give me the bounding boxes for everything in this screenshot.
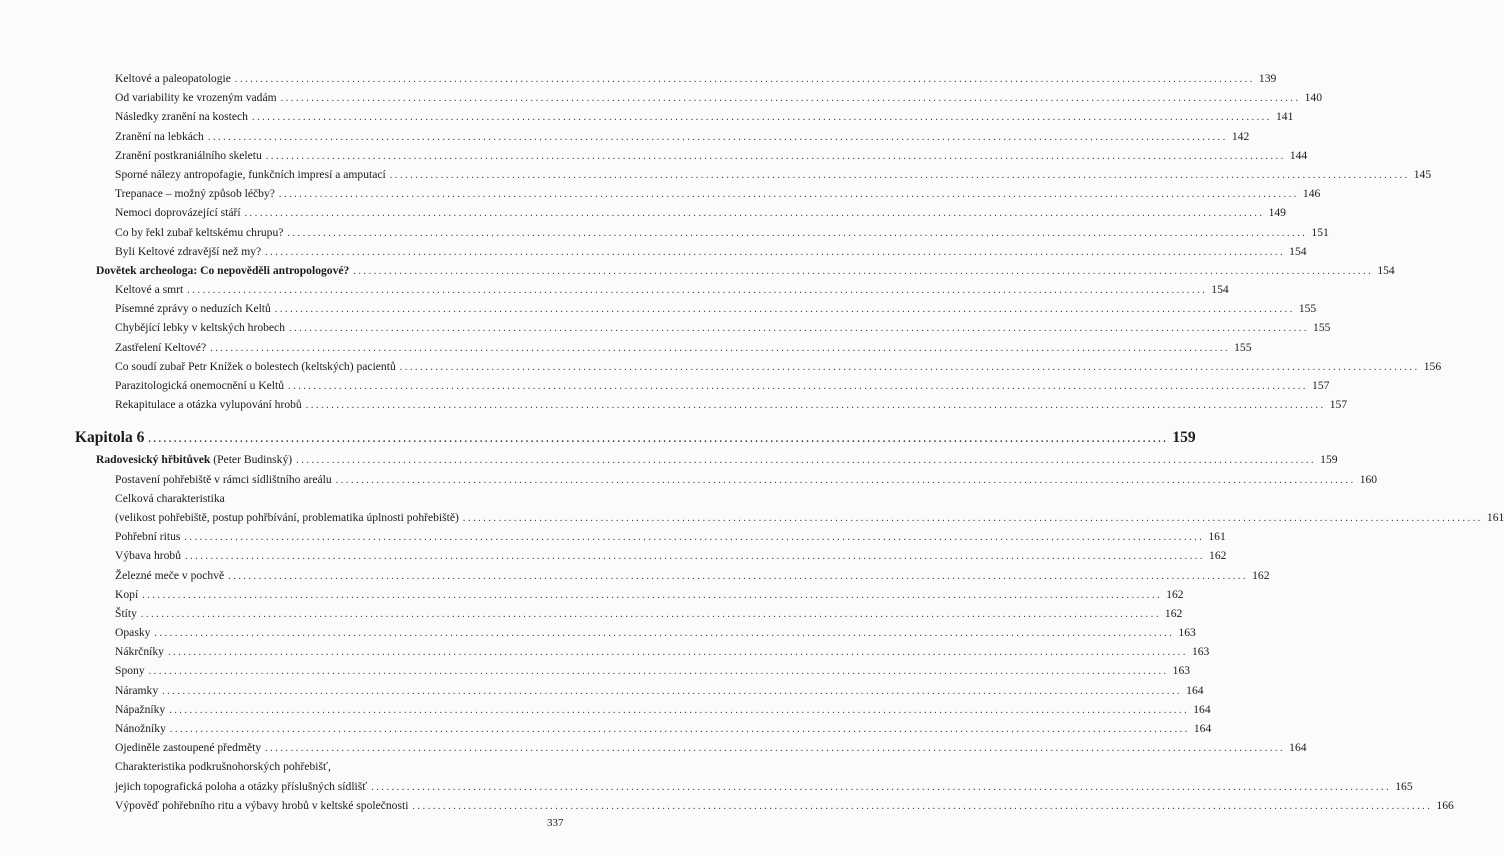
toc-page-number: 159 xyxy=(1172,429,1196,447)
dot-leader: ........................................................................................................................................................................................................ xyxy=(371,781,1392,793)
toc-entry-title xyxy=(115,357,400,376)
toc-title-text: jejich topografická poloha a otázky příslušných sídlišť xyxy=(115,779,368,793)
toc-page-number: 146 xyxy=(1302,187,1321,201)
toc-page-number: 149 xyxy=(1268,206,1286,220)
toc-title-text: Spony xyxy=(115,664,145,678)
toc-page-number: 151 xyxy=(1311,225,1329,239)
toc-entry xyxy=(0,642,1210,661)
toc-entry xyxy=(0,88,1323,107)
dot-leader: ........................................................................................................................................................................................................ xyxy=(140,608,1161,620)
toc-title-text: Opasky xyxy=(115,626,151,640)
toc-entry-title xyxy=(115,376,288,395)
toc-entry xyxy=(0,357,1442,376)
toc-entry xyxy=(0,604,1183,623)
toc-entry-title xyxy=(115,681,162,700)
toc-title-text: Zranění na lebkách xyxy=(115,129,204,143)
toc-entry-title xyxy=(115,88,281,107)
toc-entry xyxy=(0,165,1432,184)
toc-entry xyxy=(0,395,1348,414)
toc-entry xyxy=(0,69,1277,88)
toc-entry-title xyxy=(115,107,252,126)
toc-title-text: Zastřelení Keltové? xyxy=(115,340,207,354)
toc-title-text: Od variability ke vrozeným vadám xyxy=(115,91,277,105)
toc-title-text: Keltové a paleopatologie xyxy=(115,72,231,85)
toc-page-number: 144 xyxy=(1289,148,1308,162)
toc-entry-title xyxy=(115,604,141,623)
toc-title-text: Chybějící lebky v keltských hrobech xyxy=(115,321,286,335)
dot-leader: ........................................................................................................................................................................................................ xyxy=(389,169,1410,181)
toc-entry-title xyxy=(115,489,229,508)
toc-entry xyxy=(0,527,1226,546)
toc-title-text: Výbava hrobů xyxy=(115,549,182,563)
dot-leader: ........................................................................................................................................................................................................ xyxy=(142,589,1163,601)
toc-title-text: Nánožníky xyxy=(115,722,166,735)
toc-entry-title xyxy=(75,426,148,450)
toc-page-number: 161 xyxy=(1208,530,1226,544)
toc-title-text: Byli Keltové zdravější než my? xyxy=(115,244,262,258)
toc-entry xyxy=(0,489,565,508)
dot-leader: ........................................................................................................................................................................................................ xyxy=(289,323,1310,335)
toc-page-number: 139 xyxy=(1258,72,1277,85)
toc-entry-title xyxy=(115,223,287,242)
toc-entry-title xyxy=(115,318,289,337)
toc-page-number: 164 xyxy=(1193,722,1212,735)
toc-page-number: 164 xyxy=(1186,683,1204,697)
dot-leader: ........................................................................................................................................................................................................ xyxy=(187,285,1208,297)
toc-title-text: Parazitologická onemocnění u Keltů xyxy=(115,379,285,392)
toc-page-number: 162 xyxy=(1252,568,1270,582)
toc-entry xyxy=(0,661,1191,680)
dot-leader: ........................................................................................................................................................................................................ xyxy=(184,532,1205,544)
toc-page-number: 162 xyxy=(1166,587,1184,601)
toc-entry xyxy=(0,796,1454,815)
toc-page-number: 166 xyxy=(1436,798,1454,812)
toc-entry xyxy=(0,280,1229,299)
toc-page-number: 163 xyxy=(1191,645,1210,659)
table-of-contents xyxy=(0,69,1504,815)
toc-page-number: 141 xyxy=(1275,110,1294,124)
toc-entry xyxy=(0,338,1252,357)
toc-page-number: 145 xyxy=(1413,167,1432,181)
toc-entry xyxy=(0,146,1308,165)
dot-leader: ........................................................................................................................................................................................................ xyxy=(169,704,1190,716)
toc-entry xyxy=(0,107,1294,126)
dot-leader: ........................................................................................................................................................................................................ xyxy=(228,570,1249,582)
toc-page-number: 162 xyxy=(1209,549,1227,563)
dot-leader: ........................................................................................................................................................................................................ xyxy=(154,628,1175,640)
toc-page-number: 154 xyxy=(1289,244,1307,258)
toc-entry-title xyxy=(115,395,306,414)
toc-entry-title xyxy=(115,338,210,357)
dot-leader: ........................................................................................................................................................................................................ xyxy=(296,455,1317,467)
toc-page-number: 162 xyxy=(1164,606,1183,620)
toc-entry xyxy=(0,223,1329,242)
page-number: 337 xyxy=(547,817,564,829)
toc-entry-title xyxy=(96,261,353,280)
dot-leader: ........................................................................................................................................................................................................ xyxy=(288,381,1309,392)
toc-title-text: Písemné zprávy o neduzích Keltů xyxy=(115,302,271,316)
toc-entry xyxy=(0,318,1331,337)
toc-entry-title xyxy=(96,450,296,469)
toc-title-text: Sporné nálezy antropofagie, funkčních impresí a amputací xyxy=(115,167,386,181)
dot-leader: ........................................................................................................................................................................................................ xyxy=(169,724,1190,735)
toc-entry xyxy=(0,127,1250,146)
toc-chapter xyxy=(0,426,1196,450)
toc-page-number: 160 xyxy=(1359,472,1378,486)
toc-entry-title xyxy=(115,661,149,680)
toc-title-text: Štíty xyxy=(115,606,137,620)
toc-title-text: Nemoci doprovázející stáří xyxy=(115,206,241,220)
dot-leader: ........................................................................................................................................................................................................ xyxy=(399,361,1420,373)
dot-leader: ........................................................................................................................................................................................................ xyxy=(274,304,1295,316)
toc-entry xyxy=(0,585,1184,604)
dot-leader: ........................................................................................................................................................................................................ xyxy=(244,208,1265,220)
toc-title-text: Co by řekl zubař keltskému chrupu? xyxy=(115,225,284,239)
toc-entry-title xyxy=(115,527,184,546)
toc-title-text: Kopí xyxy=(115,587,139,601)
dot-leader: ........................................................................................................................................................................................................ xyxy=(412,800,1433,812)
toc-entry-title xyxy=(115,719,170,738)
toc-title-text: Trepanace – možný způsob léčby? xyxy=(115,187,275,201)
dot-leader: ........................................................................................................................................................................................................ xyxy=(462,512,1483,524)
toc-title-text: (velikost pohřebiště, postup pohřbívání, problematika úplnosti pohřebiště) xyxy=(115,510,459,524)
toc-entry-title xyxy=(115,299,275,318)
toc-entry-title xyxy=(115,470,336,489)
toc-entry-title xyxy=(115,585,142,604)
toc-entry-title xyxy=(115,242,265,261)
toc-page-number: 165 xyxy=(1395,779,1413,793)
toc-title-text: Charakteristika podkrušnohorských pohřebišť, xyxy=(115,760,331,774)
toc-entry-title xyxy=(115,184,279,203)
toc-page-number: 142 xyxy=(1231,129,1250,143)
toc-entry-title xyxy=(115,700,169,719)
dot-leader: ........................................................................................................................................................................................................ xyxy=(305,400,1326,412)
toc-section xyxy=(0,261,1395,280)
dot-leader: ........................................................................................................................................................................................................ xyxy=(335,474,1356,486)
toc-author: (Peter Budinský) xyxy=(213,453,293,467)
dot-leader: ........................................................................................................................................................................................................ xyxy=(167,647,1188,659)
toc-entry-title xyxy=(115,165,390,184)
toc-title-text: Výpověď pohřebního ritu a výbavy hrobů v keltské společnosti xyxy=(115,798,409,812)
toc-page-number: 161 xyxy=(1486,510,1504,524)
toc-entry-title xyxy=(115,127,208,146)
toc-entry-title xyxy=(115,280,187,299)
dot-leader: ........................................................................................................................................................................................................ xyxy=(287,227,1308,239)
toc-page-number: 157 xyxy=(1312,379,1330,392)
toc-section xyxy=(0,450,1338,469)
toc-title-text: Následky zranění na kostech xyxy=(115,110,248,124)
dot-leader: ........................................................................................................................................................................................................ xyxy=(185,551,1206,563)
toc-entry-title xyxy=(115,796,412,815)
toc-title-text: Keltové a smrt xyxy=(115,283,184,297)
toc-entry-title xyxy=(115,757,335,776)
toc-page-number: 156 xyxy=(1423,359,1442,373)
toc-entry-title xyxy=(115,546,185,565)
toc-title-text: Kapitola 6 xyxy=(75,429,145,447)
toc-title-text: Radovesický hřbitůvek xyxy=(96,453,211,467)
dot-leader: ........................................................................................................................................................................................................ xyxy=(148,666,1169,678)
toc-entry xyxy=(0,738,1307,757)
dot-leader: ........................................................................................................................................................................................................ xyxy=(148,434,1169,446)
toc-title-text: Nákrčníky xyxy=(115,645,164,659)
toc-page-number: 154 xyxy=(1211,283,1229,297)
toc-entry xyxy=(0,546,1227,565)
toc-title-text: Nápažníky xyxy=(115,702,166,716)
toc-entry xyxy=(0,299,1317,318)
dot-leader: ........................................................................................................................................................................................................ xyxy=(251,112,1272,124)
toc-entry-title xyxy=(115,69,235,88)
toc-entry xyxy=(0,203,1286,222)
toc-entry-title xyxy=(115,508,463,527)
toc-page-number: 157 xyxy=(1329,398,1348,412)
toc-entry-title xyxy=(115,623,154,642)
toc-entry xyxy=(0,700,1211,719)
dot-leader: ........................................................................................................................................................................................................ xyxy=(234,74,1255,85)
toc-page-number: 154 xyxy=(1377,263,1395,277)
toc-title-text: Ojediněle zastoupené předměty xyxy=(115,741,262,755)
toc-page-number: 159 xyxy=(1320,453,1338,467)
dot-leader: ........................................................................................................................................................................................................ xyxy=(280,93,1301,105)
toc-page-number: 164 xyxy=(1193,702,1211,716)
dot-leader: ........................................................................................................................................................................................................ xyxy=(265,150,1286,162)
toc-entry xyxy=(0,757,565,776)
toc-title-text: Co soudí zubař Petr Knížek o bolestech (keltských) pacientů xyxy=(115,359,396,373)
toc-entry xyxy=(0,184,1321,203)
toc-title-text: Rekapitulace a otázka vylupování hrobů xyxy=(115,398,302,412)
toc-entry-title xyxy=(115,146,266,165)
toc-page-number: 155 xyxy=(1298,302,1317,316)
toc-entry-title xyxy=(115,203,245,222)
toc-entry xyxy=(0,623,1196,642)
toc-entry-title xyxy=(115,566,228,585)
toc-page-number: 164 xyxy=(1289,741,1307,755)
toc-entry xyxy=(0,719,1212,738)
toc-page-number: 163 xyxy=(1178,626,1196,640)
toc-entry xyxy=(0,681,1204,700)
toc-title-text: Postavení pohřebiště v rámci sídlištního areálu xyxy=(115,472,332,486)
toc-page-number: 155 xyxy=(1234,340,1252,354)
toc-entry xyxy=(0,376,1330,395)
toc-title-text: Celková charakteristika xyxy=(115,491,225,505)
toc-entry-title xyxy=(115,738,265,757)
dot-leader: ........................................................................................................................................................................................................ xyxy=(265,743,1286,755)
toc-entry xyxy=(0,242,1307,261)
toc-title-text: Železné meče v pochvě xyxy=(115,568,225,582)
toc-title-text: Pohřební ritus xyxy=(115,530,181,544)
toc-entry xyxy=(0,508,1504,527)
toc-entry xyxy=(0,566,1270,585)
toc-page-number: 155 xyxy=(1313,321,1331,335)
toc-page-number: 163 xyxy=(1172,664,1191,678)
toc-page-number: 140 xyxy=(1304,91,1323,105)
toc-title-text: Náramky xyxy=(115,683,159,697)
toc-entry xyxy=(0,777,1413,796)
dot-leader: ........................................................................................................................................................................................................ xyxy=(162,685,1183,697)
dot-leader: ........................................................................................................................................................................................................ xyxy=(207,131,1228,143)
toc-title-text: Zranění postkraniálního skeletu xyxy=(115,148,262,162)
dot-leader: ........................................................................................................................................................................................................ xyxy=(278,189,1299,201)
toc-entry-title xyxy=(115,777,371,796)
toc-entry-title xyxy=(115,642,168,661)
toc-title-text: Dovětek archeologa: Co nepověděli antropologové? xyxy=(96,263,350,277)
toc-entry xyxy=(0,470,1378,489)
dot-leader: ........................................................................................................................................................................................................ xyxy=(265,246,1286,258)
dot-leader: ........................................................................................................................................................................................................ xyxy=(353,265,1374,277)
dot-leader: ........................................................................................................................................................................................................ xyxy=(210,342,1231,354)
